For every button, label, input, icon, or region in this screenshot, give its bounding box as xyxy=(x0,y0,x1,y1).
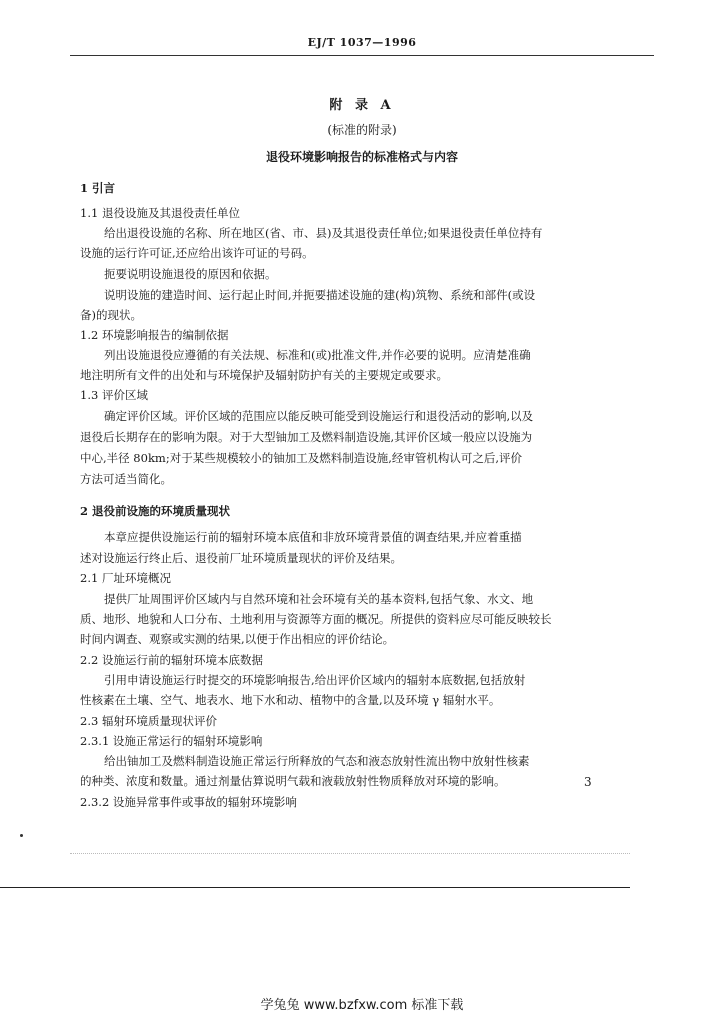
paragraph-line: 退役后长期存在的影响为限。对于大型铀加工及燃料制造设施,其评价区域一般应以设施为 xyxy=(80,430,533,444)
paragraph-line: 时间内调查、观察或实测的结果,以便于作出相应的评价结论。 xyxy=(80,632,395,646)
paragraph-line: 扼要说明设施退役的原因和依据。 xyxy=(104,267,277,281)
paragraph-line: 中心,半径 80km;对于某些规模较小的铀加工及燃料制造设施,经审管机构认可之后,评价 xyxy=(80,451,522,465)
paragraph-line: 述对设施运行终止后、退役前厂址环境质量现状的评价及结果。 xyxy=(80,551,402,565)
appendix-subtitle: (标准的附录) xyxy=(327,123,397,137)
scan-speck xyxy=(20,834,23,837)
paragraph-line: 设施的运行许可证,还应给出该许可证的号码。 xyxy=(80,246,314,260)
paragraph-line: 提供厂址周围评价区域内与自然环境和社会环境有关的基本资料,包括气象、水文、地 xyxy=(104,592,534,606)
footer-watermark: 学兔兔 www.bzfxw.com 标准下载 xyxy=(260,998,464,1013)
paragraph-line: 地注明所有文件的出处和与环境保护及辐射防护有关的主要规定或要求。 xyxy=(80,368,448,382)
paragraph-line: 给出铀加工及燃料制造设施正常运行所释放的气态和液态放射性流出物中放射性核素 xyxy=(104,754,530,768)
paragraph-line: 说明设施的建造时间、运行起止时间,并扼要描述设施的建(构)筑物、系统和部件(或设 xyxy=(104,288,536,302)
subsection-heading-1-2: 1.2 环境影响报告的编制依据 xyxy=(80,328,229,342)
paragraph-line: 确定评价区域。评价区域的范围应以能反映可能受到设施运行和退役活动的影响,以及 xyxy=(104,409,534,423)
paragraph-line: 的种类、浓度和数量。通过剂量估算说明气载和液载放射性物质释放对环境的影响。 xyxy=(80,774,506,788)
subsection-heading-1-1: 1.1 退役设施及其退役责任单位 xyxy=(80,206,240,220)
bottom-rule xyxy=(0,887,630,888)
appendix-title: 附 录 A xyxy=(329,98,395,113)
section-heading-2: 2 退役前设施的环境质量现状 xyxy=(80,504,231,518)
subsection-heading-1-3: 1.3 评价区域 xyxy=(80,388,148,402)
subsection-heading-2-3: 2.3 辐射环境质量现状评价 xyxy=(80,714,217,728)
subsection-heading-2-3-1: 2.3.1 设施正常运行的辐射环境影响 xyxy=(80,734,263,748)
subsection-heading-2-1: 2.1 厂址环境概况 xyxy=(80,571,171,585)
section-heading-1: 1 引言 xyxy=(80,181,116,195)
subsection-heading-2-3-2: 2.3.2 设施异常事件或事故的辐射环境影响 xyxy=(80,795,297,809)
page-number: 3 xyxy=(584,775,592,789)
standard-number: EJ/T 1037—1996 xyxy=(307,36,417,49)
paragraph-line: 本章应提供设施运行前的辐射环境本底值和非放环境背景值的调查结果,并应着重描 xyxy=(104,530,522,544)
paragraph-line: 列出设施退役应遵循的有关法规、标准和(或)批准文件,并作必要的说明。应清楚准确 xyxy=(104,348,531,362)
paragraph-line: 质、地形、地貌和人口分布、土地利用与资源等方面的概况。所提供的资料应尽可能反映较长 xyxy=(80,612,552,626)
appendix-heading: 退役环境影响报告的标准格式与内容 xyxy=(265,150,458,164)
paragraph-line: 性核素在土壤、空气、地表水、地下水和动、植物中的含量,以及环境 γ 辐射水平。 xyxy=(80,693,501,707)
subsection-heading-2-2: 2.2 设施运行前的辐射环境本底数据 xyxy=(80,653,263,667)
scan-dotted-line xyxy=(70,853,630,854)
paragraph-line: 方法可适当简化。 xyxy=(80,472,172,486)
paragraph-line: 引用申请设施运行时提交的环境影响报告,给出评价区域内的辐射本底数据,包括放射 xyxy=(104,673,526,687)
paragraph-line: 给出退役设施的名称、所在地区(省、市、县)及其退役责任单位;如果退役责任单位持有 xyxy=(104,226,543,240)
header-rule xyxy=(70,55,654,56)
paragraph-line: 备)的现状。 xyxy=(80,308,142,322)
